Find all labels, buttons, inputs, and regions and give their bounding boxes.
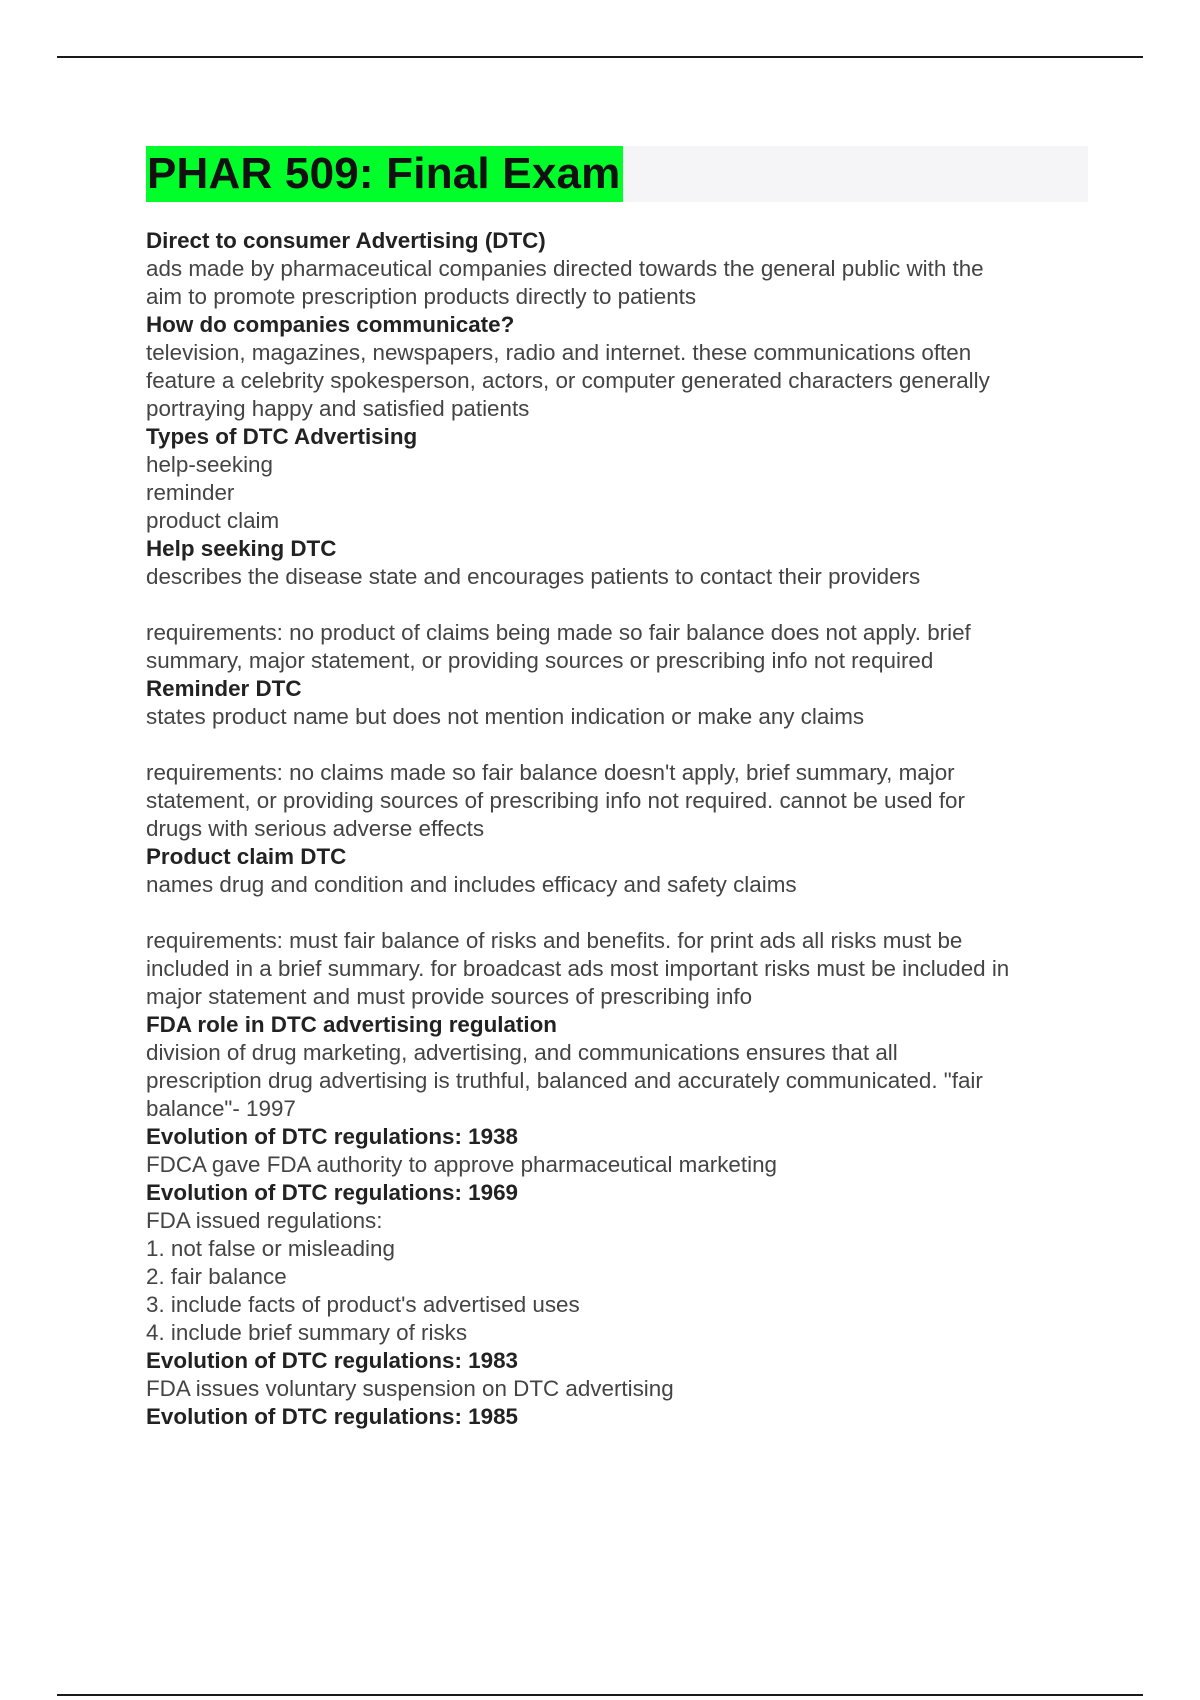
flashcard-definition-line: prescription drug advertising is truthful, balanced and accurately communicated. "fair	[146, 1068, 983, 1093]
flashcard-definition-line: requirements: no product of claims being made so fair balance does not apply. brief	[146, 620, 971, 645]
flashcard-definition-line: describes the disease state and encourages patients to contact their providers	[146, 564, 921, 589]
flashcard-definition-line: 1. not false or misleading	[146, 1236, 395, 1261]
flashcard-definition-line: balance"- 1997	[146, 1096, 296, 1121]
flashcard-definition-line: requirements: must fair balance of risks and benefits. for print ads all risks must be	[146, 928, 963, 953]
flashcard-term: Evolution of DTC regulations: 1983	[146, 1348, 518, 1373]
flashcard-definition-line: television, magazines, newspapers, radio and internet. these communications often	[146, 340, 972, 365]
flashcard-term: Direct to consumer Advertising (DTC)	[146, 228, 546, 253]
flashcard-term: Product claim DTC	[146, 844, 347, 869]
flashcard-term: Reminder DTC	[146, 676, 302, 701]
flashcard-definition-line: states product name but does not mention indication or make any claims	[146, 704, 865, 729]
flashcard-definition-line: help-seeking	[146, 452, 273, 477]
flashcard-definition-line: aim to promote prescription products directly to patients	[146, 284, 697, 309]
flashcard	[146, 1347, 1096, 1403]
definition-spacer	[146, 731, 1096, 759]
flashcard-definition-line: feature a celebrity spokesperson, actors, or computer generated characters generally	[146, 368, 990, 393]
flashcard	[146, 227, 1096, 311]
flashcard-definition-line: major statement and must provide sources of prescribing info	[146, 984, 753, 1009]
flashcard	[146, 843, 1096, 1011]
flashcard	[146, 423, 1096, 535]
flashcard	[146, 311, 1096, 423]
footer-rule	[57, 1694, 1143, 1696]
flashcard-definition-line: included in a brief summary. for broadcast ads most important risks must be included in	[146, 956, 1010, 981]
flashcard	[146, 1403, 1096, 1431]
flashcard	[146, 1011, 1096, 1123]
flashcard-term: Evolution of DTC regulations: 1938	[146, 1124, 518, 1149]
flashcard-definition-line: 3. include facts of product's advertised uses	[146, 1292, 580, 1317]
flashcard-definition-line: product claim	[146, 508, 280, 533]
flashcard-definition-line: division of drug marketing, advertising, and communications ensures that all	[146, 1040, 898, 1065]
flashcard-definition-line: requirements: no claims made so fair balance doesn't apply, brief summary, major	[146, 760, 955, 785]
flashcard-definition-line: ads made by pharmaceutical companies directed towards the general public with the	[146, 256, 984, 281]
flashcard-term: How do companies communicate?	[146, 312, 515, 337]
flashcard	[146, 1123, 1096, 1179]
flashcard-term: Evolution of DTC regulations: 1985	[146, 1404, 518, 1429]
flashcard-definition-line: portraying happy and satisfied patients	[146, 396, 530, 421]
flashcard	[146, 535, 1096, 675]
definition-spacer	[146, 899, 1096, 927]
flashcard-definition-line: summary, major statement, or providing sources or prescribing info not required	[146, 648, 934, 673]
flashcard-term: FDA role in DTC advertising regulation	[146, 1012, 557, 1037]
flashcard-list	[146, 227, 1096, 1431]
flashcard-definition-line: FDCA gave FDA authority to approve pharmaceutical marketing	[146, 1152, 777, 1177]
flashcard-definition-line: FDA issued regulations:	[146, 1208, 383, 1233]
flashcard-definition-line: statement, or providing sources of prescribing info not required. cannot be used for	[146, 788, 965, 813]
header-rule	[57, 56, 1143, 58]
flashcard-definition-line: names drug and condition and includes efficacy and safety claims	[146, 872, 797, 897]
flashcard-term: Types of DTC Advertising	[146, 424, 418, 449]
flashcard-definition-line: FDA issues voluntary suspension on DTC advertising	[146, 1376, 674, 1401]
flashcard-term: Help seeking DTC	[146, 536, 337, 561]
flashcard-definition-line: 4. include brief summary of risks	[146, 1320, 468, 1345]
flashcard	[146, 675, 1096, 843]
definition-spacer	[146, 591, 1096, 619]
flashcard-definition-line: drugs with serious adverse effects	[146, 816, 485, 841]
page-title: PHAR 509: Final Exam	[146, 146, 623, 202]
flashcard-term: Evolution of DTC regulations: 1969	[146, 1180, 518, 1205]
flashcard	[146, 1179, 1096, 1347]
flashcard-definition-line: 2. fair balance	[146, 1264, 287, 1289]
flashcard-definition-line: reminder	[146, 480, 235, 505]
